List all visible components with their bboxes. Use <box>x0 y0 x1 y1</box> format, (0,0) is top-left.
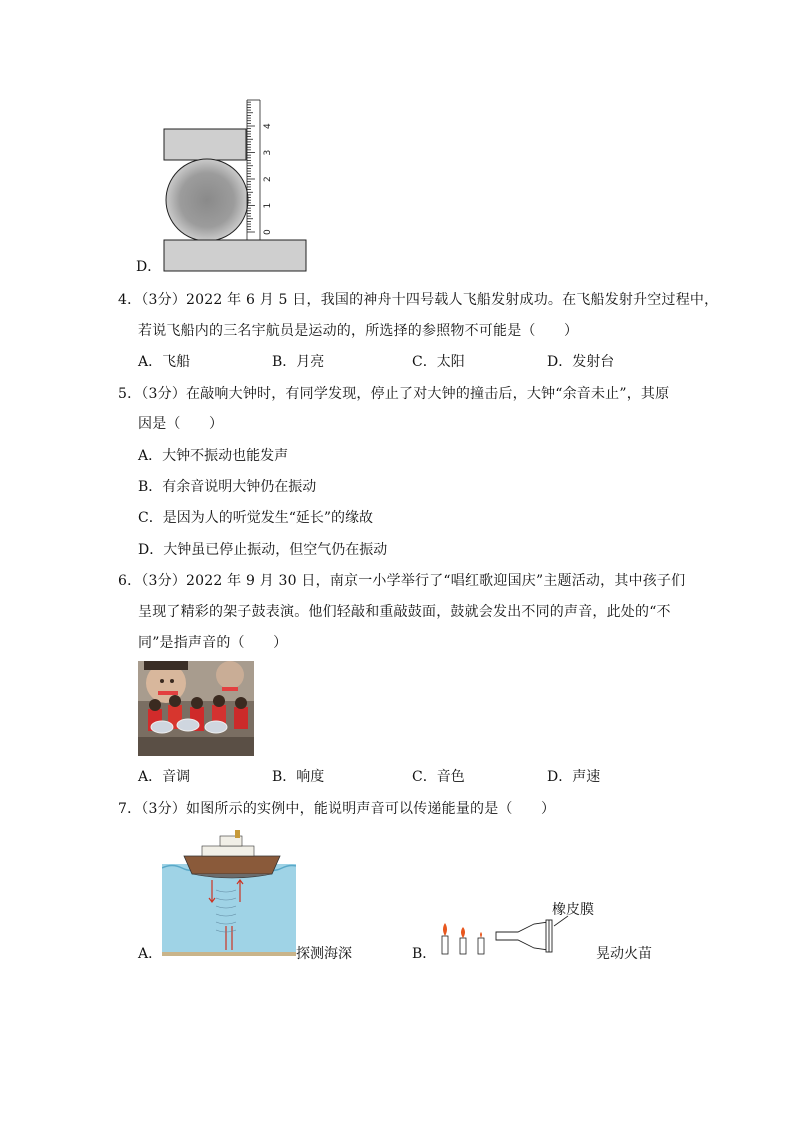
q5-option-c[interactable]: C．是因为人的听觉发生“延长”的缘故 <box>138 510 374 526</box>
bottom-block <box>164 240 306 271</box>
q6-stem-line1: 6．（3分）2022 年 9 月 30 日，南京一小学举行了“唱红歌迎国庆”主题活动，其中孩子们 <box>118 573 686 589</box>
ruler-caliper-figure <box>118 96 318 276</box>
q6-option-b[interactable]: B．响度 <box>272 769 325 785</box>
q7-option-a-caption: 探测海深 <box>296 946 352 962</box>
drum-performance-photo <box>138 661 254 756</box>
q6-option-d[interactable]: D．声速 <box>547 769 601 785</box>
option-d-label: D． <box>136 259 162 275</box>
q6-stem-line3: 同”是指声音的（ ） <box>138 635 288 651</box>
q7-stem-line1: 7．（3分）如图所示的实例中，能说明声音可以传递能量的是（ ） <box>118 801 556 817</box>
q4-stem-line1: 4．（3分）2022 年 6 月 5 日，我国的神舟十四号载人飞船发射成功。在飞船发射升空过程中， <box>118 292 719 308</box>
top-block <box>164 129 246 160</box>
ruler-tick-label: 3 <box>263 149 273 156</box>
ruler-tick-label: 0 <box>263 229 273 235</box>
ruler-tick-label: 2 <box>263 176 273 182</box>
q5-option-b[interactable]: B．有余音说明大钟仍在振动 <box>138 479 317 495</box>
q7-option-b-caption: 晃动火苗 <box>596 946 652 962</box>
ruler <box>247 100 260 240</box>
ball <box>166 159 248 241</box>
q4-option-a[interactable]: A．飞船 <box>138 354 191 370</box>
q5-option-d[interactable]: D．大钟虽已停止振动，但空气仍在振动 <box>138 542 388 558</box>
q3-option-d <box>118 96 318 276</box>
q4-option-b[interactable]: B．月亮 <box>272 354 325 370</box>
q7-option-a-label[interactable]: A． <box>138 946 163 962</box>
ruler-tick-label: 1 <box>263 202 273 209</box>
q7-option-b-label[interactable]: B． <box>412 946 437 962</box>
q4-option-d[interactable]: D．发射台 <box>547 354 615 370</box>
q5-stem-line2: 因是（ ） <box>138 416 224 432</box>
q6-stem-line2: 呈现了精彩的架子鼓表演。他们轻敲和重敲鼓面，鼓就会发出不同的声音，此处的“不 <box>138 604 671 620</box>
ruler-tick-label: 4 <box>263 123 273 129</box>
q6-option-c[interactable]: C．音色 <box>412 769 465 785</box>
q5-option-a[interactable]: A．大钟不振动也能发声 <box>138 448 289 464</box>
q6-option-a[interactable]: A．音调 <box>138 769 191 785</box>
ruler-labels <box>263 123 273 235</box>
membrane-label: 橡皮膜 <box>552 902 594 918</box>
sonar-ship-figure <box>162 830 296 956</box>
q5-stem-line1: 5．（3分）在敲响大钟时，有同学发现，停止了对大钟的撞击后，大钟“余音未止”，其原 <box>118 386 670 402</box>
q4-stem-line2: 若说飞船内的三名宇航员是运动的，所选择的参照物不可能是（ ） <box>138 323 579 339</box>
q4-option-c[interactable]: C．太阳 <box>412 354 465 370</box>
